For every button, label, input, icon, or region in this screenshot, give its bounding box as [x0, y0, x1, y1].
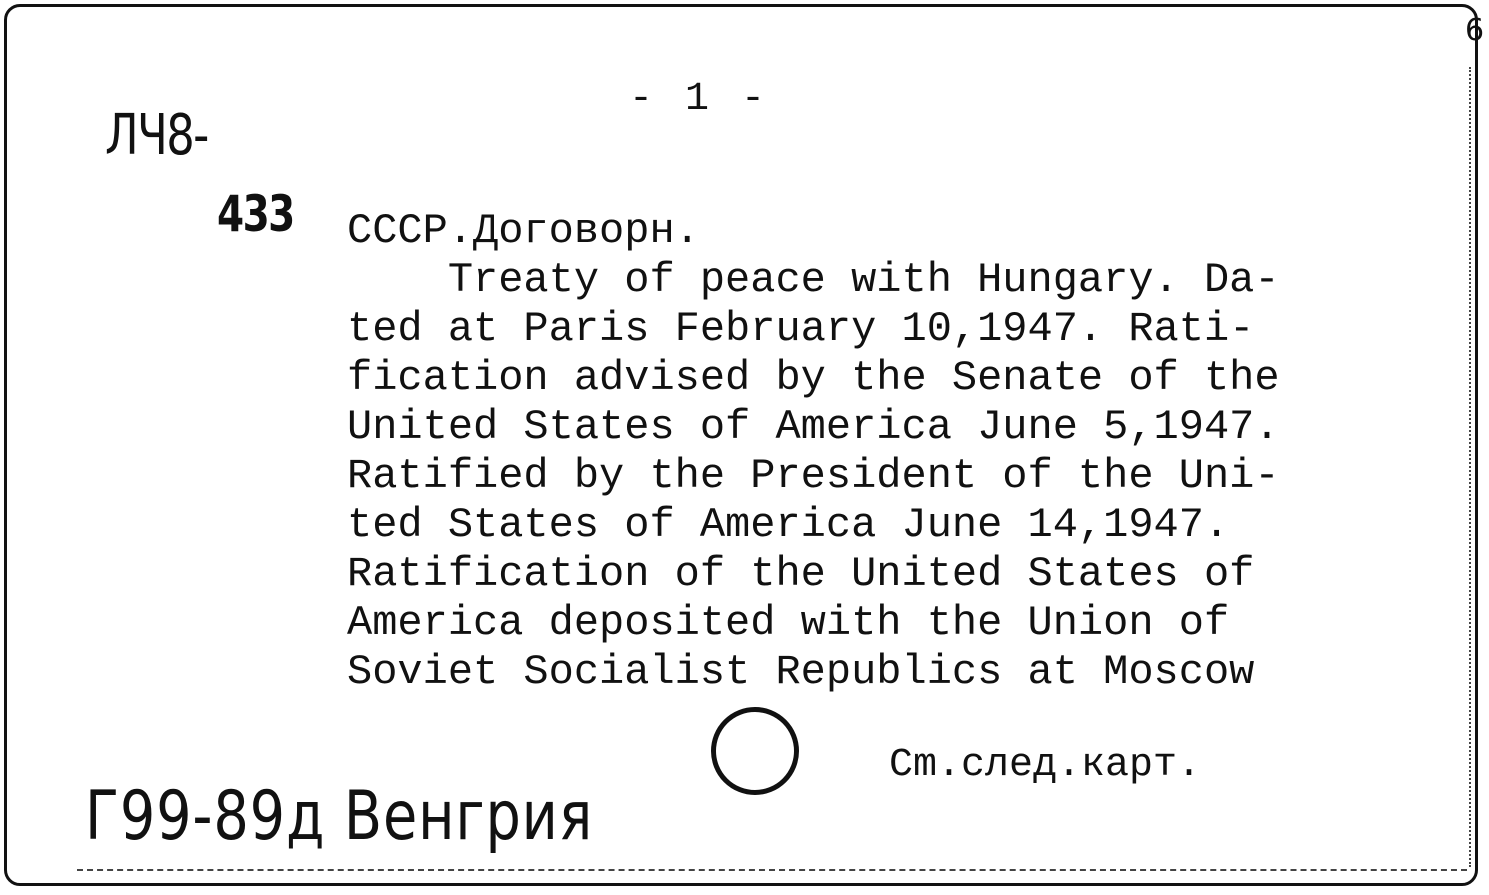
body-line: fication advised by the Senate of the: [347, 354, 1280, 402]
body-line: Ratified by the President of the Uni-: [347, 452, 1280, 500]
circle-stamp: [711, 707, 799, 795]
call-number-top: ЛЧ8-: [105, 103, 208, 168]
body-line: Ratification of the United States of: [347, 550, 1255, 598]
body-line: Treaty of peace with Hungary. Da-: [347, 256, 1280, 304]
catalog-card: [4, 4, 1485, 886]
corner-mark: 6: [1465, 13, 1485, 48]
body-line: ted States of America June 14,1947.: [347, 501, 1230, 549]
bottom-dashed-rule: [77, 869, 1467, 871]
body-line: Soviet Socialist Republics at Moscow: [347, 648, 1255, 696]
call-number-bottom: 433: [217, 185, 294, 243]
page-number: - 1 -: [629, 77, 770, 122]
right-edge-line: [1469, 67, 1471, 867]
cross-reference: Cm.след.карт.: [889, 743, 1202, 788]
body-line: ted at Paris February 10,1947. Rati-: [347, 305, 1255, 353]
card-body: [347, 256, 1280, 697]
card-heading: СССР.Договорн.: [347, 207, 700, 255]
body-line: America deposited with the Union of: [347, 599, 1230, 647]
handwritten-shelf-note: Г99-89д Венгрия: [85, 777, 594, 856]
body-line: United States of America June 5,1947.: [347, 403, 1280, 451]
